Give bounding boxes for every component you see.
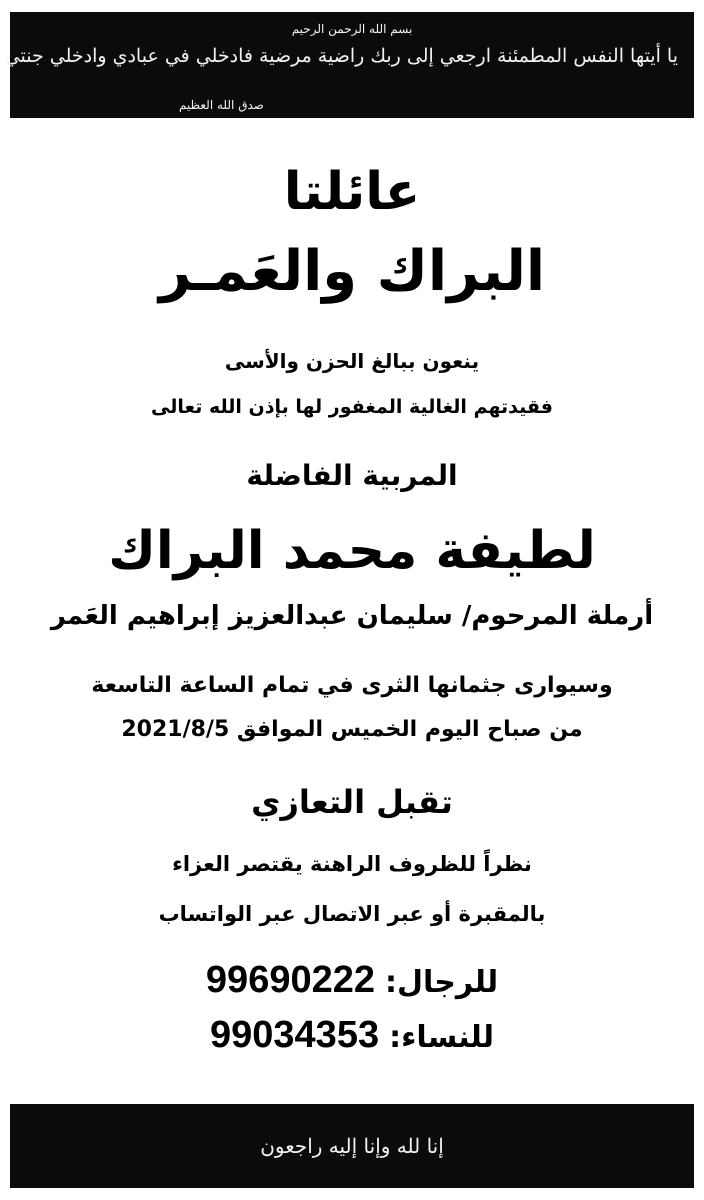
obituary-content xyxy=(10,162,694,1058)
deceased-title: المربية الفاضلة xyxy=(246,459,458,492)
mourning-statement: ينعون ببالغ الحزن والأسى xyxy=(224,349,480,373)
widow-of-line: أرملة المرحوم/ سليمان عبدالعزيز إبراهيم العَمر xyxy=(50,601,654,631)
verse-attribution: صدق الله العظيم xyxy=(178,98,264,112)
condolences-note-1: نظراً للظروف الراهنة يقتصر العزاء xyxy=(172,852,532,876)
basmala: بسم الله الرحمن الرحيم xyxy=(291,22,413,36)
women-phone-label: للنساء: xyxy=(389,1020,494,1055)
families-line-2: البراك والعَمـر xyxy=(158,239,546,304)
families-line-1: عائلتا xyxy=(283,162,421,222)
quran-verse: يا أيتها النفس المطمئنة ارجعي إلى ربك راضية مرضية فادخلي في عبادي وادخلي جنتي xyxy=(4,45,678,67)
men-phone-label: للرجال: xyxy=(385,965,499,1000)
condolences-heading: تقبل التعازي xyxy=(251,783,453,821)
women-phone-number: 99034353 xyxy=(210,1014,380,1056)
footer-verse: إنا لله وإنا إليه راجعون xyxy=(260,1134,444,1158)
condolences-note-2: بالمقبرة أو عبر الاتصال عبر الواتساب xyxy=(158,902,546,926)
women-phone-row xyxy=(10,1015,694,1058)
burial-time-line: وسيوارى جثمانها الثرى في تمام الساعة التاسعة xyxy=(91,673,613,698)
footer-verse-band xyxy=(10,1104,694,1188)
men-phone-row xyxy=(10,960,694,1003)
men-phone-number: 99690222 xyxy=(205,959,375,1001)
burial-date-line: من صباح اليوم الخميس الموافق 2021/8/5 xyxy=(121,717,583,742)
deceased-name: لطيفة محمد البراك xyxy=(108,521,596,581)
loss-statement: فقيدتهم الغالية المغفور لها بإذن الله تعالى xyxy=(151,396,553,418)
header-verse-band xyxy=(4,12,694,118)
